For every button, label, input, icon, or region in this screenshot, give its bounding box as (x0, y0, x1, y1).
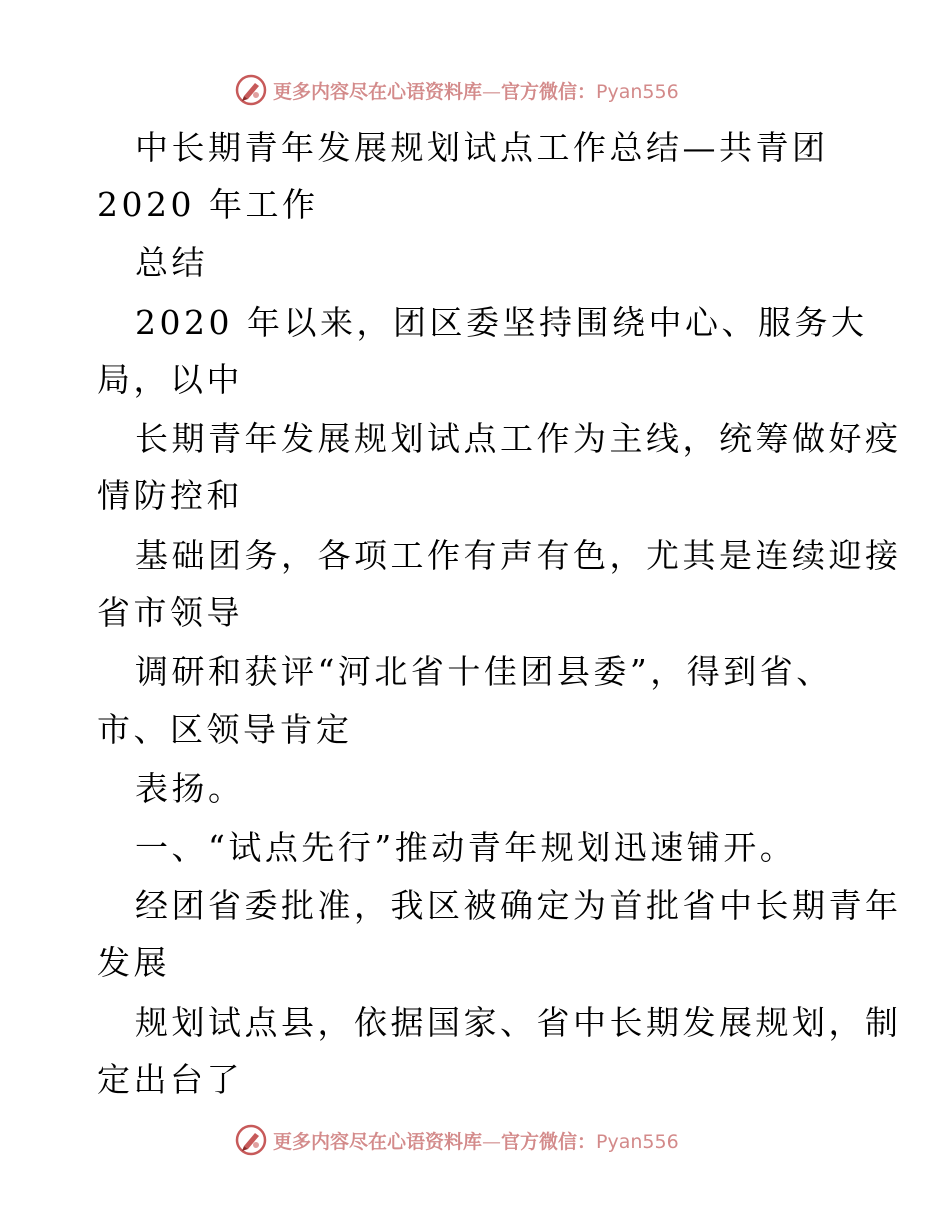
doc-paragraph-line: 规划试点县，依据国家、省中长期发展规划，制 (135, 1003, 902, 1042)
footer-watermark (235, 1122, 679, 1158)
doc-paragraph-line: 基础团务，各项工作有声有色，尤其是连续迎接 (135, 536, 902, 575)
watermark-separator: — (482, 1130, 502, 1153)
doc-title-line-1: 中长期青年发展规划试点工作总结—共青团 (135, 128, 829, 167)
watermark-brand: 更多内容尽在心语资料库 (273, 1130, 483, 1153)
watermark-text (273, 77, 679, 104)
header-watermark (235, 72, 679, 108)
doc-paragraph-line: 长期青年发展规划试点工作为主线，统筹做好疫 (135, 419, 902, 458)
watermark-brand: 更多内容尽在心语资料库 (273, 80, 483, 103)
watermark-wechat-label: 官方微信： (501, 80, 597, 103)
doc-paragraph-line: 2020 年以来，团区委坚持围绕中心、服务大 (135, 303, 868, 342)
doc-paragraph-line: 发展 (97, 943, 170, 982)
doc-paragraph-line: 表扬。 (135, 769, 245, 808)
doc-paragraph-line: 情防控和 (97, 476, 243, 515)
doc-title-line-3: 总结 (135, 243, 208, 282)
doc-paragraph-line: 局，以中 (97, 360, 243, 399)
doc-paragraph-line: 市、区领导肯定 (97, 710, 353, 749)
doc-paragraph-line: 调研和获评“河北省十佳团县委”，得到省、 (135, 652, 833, 691)
doc-paragraph-line: 定出台了 (97, 1060, 243, 1099)
watermark-text (273, 1127, 679, 1154)
doc-paragraph-line: 省市领导 (97, 593, 243, 632)
pen-logo-icon (235, 74, 267, 106)
pen-logo-icon (235, 1124, 267, 1156)
doc-title-line-2: 2020 年工作 (97, 185, 319, 224)
doc-paragraph-line: 经团省委批准，我区被确定为首批省中长期青年 (135, 886, 902, 925)
doc-section-heading: 一、“试点先行”推动青年规划迅速铺开。 (135, 828, 797, 867)
watermark-wechat-id: Pyan556 (596, 80, 679, 103)
watermark-wechat-label: 官方微信： (501, 1130, 597, 1153)
watermark-wechat-id: Pyan556 (596, 1130, 679, 1153)
watermark-separator: — (482, 80, 502, 103)
